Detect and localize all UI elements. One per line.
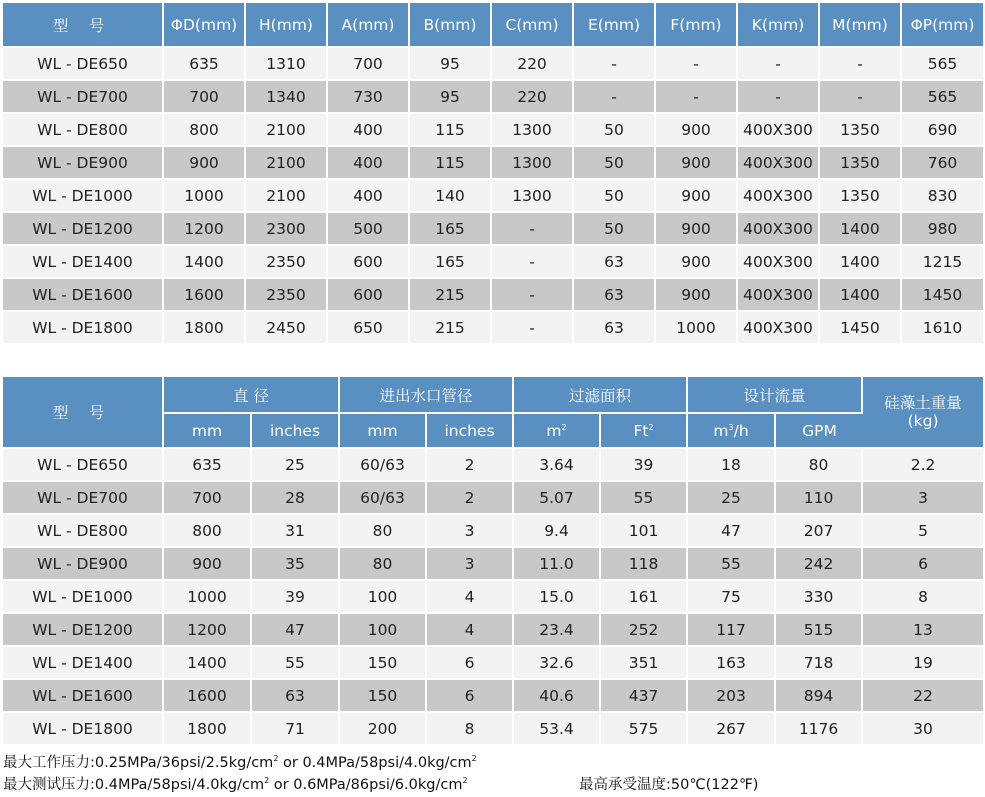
table-cell: 600 (328, 246, 410, 279)
table-cell: 150 (340, 680, 427, 713)
table-cell: 700 (328, 48, 410, 81)
table-cell: 220 (492, 81, 574, 114)
table-cell: 6 (863, 548, 983, 581)
model-cell: WL - DE1200 (3, 213, 164, 246)
max-temperature-note: 最高承受温度:50℃(122℉) (579, 777, 759, 793)
table-cell: 400 (328, 180, 410, 213)
table-cell: 165 (410, 246, 492, 279)
table-cell: - (492, 312, 574, 345)
table-cell: 252 (601, 614, 688, 647)
table-row (3, 581, 983, 614)
table-cell: 115 (410, 114, 492, 147)
max-test-pressure-sup-b: 2 (462, 776, 468, 786)
dimensions-header-row (3, 3, 983, 48)
table-cell: 207 (776, 515, 863, 548)
table-cell: - (820, 81, 902, 114)
table-cell: 760 (902, 147, 983, 180)
table-cell: 1176 (776, 713, 863, 746)
table-cell: - (738, 81, 820, 114)
table-cell: 400 (328, 114, 410, 147)
table-cell: 200 (340, 713, 427, 746)
table-cell: 700 (164, 482, 252, 515)
table-cell: 1400 (820, 213, 902, 246)
model-cell: WL - DE1200 (3, 614, 164, 647)
table-cell: 1400 (820, 279, 902, 312)
table-cell: 980 (902, 213, 983, 246)
max-working-pressure-sup-b: 2 (471, 754, 477, 764)
table-row (3, 515, 983, 548)
table-cell: 2100 (246, 114, 328, 147)
table-cell: 900 (164, 548, 252, 581)
table-cell: 575 (601, 713, 688, 746)
max-working-pressure-b: or 0.4MPa/58psi/4.0kg/cm (278, 755, 472, 771)
table-cell: 39 (252, 581, 340, 614)
table-cell: 13 (863, 614, 983, 647)
table-cell: 730 (328, 81, 410, 114)
table-cell: - (574, 81, 656, 114)
table-cell: 565 (902, 48, 983, 81)
model-cell: WL - DE1400 (3, 246, 164, 279)
table-cell: 28 (252, 482, 340, 515)
table-cell: 900 (164, 147, 246, 180)
de-weight-header (863, 377, 983, 449)
table-cell: 63 (574, 312, 656, 345)
table-cell: 6 (427, 647, 514, 680)
model-cell: WL - DE700 (3, 482, 164, 515)
table-cell: 1200 (164, 614, 252, 647)
table-cell: 19 (863, 647, 983, 680)
table-cell: 50 (574, 114, 656, 147)
table-cell: 8 (427, 713, 514, 746)
flow-m3h-sup: 3 (728, 422, 734, 432)
table-cell: 5 (863, 515, 983, 548)
table-row (3, 48, 983, 81)
table-cell: 150 (340, 647, 427, 680)
diameter-group-header: 直 径 (164, 377, 340, 414)
table-cell: 900 (656, 147, 738, 180)
table-cell: 47 (252, 614, 340, 647)
table-cell: 11.0 (514, 548, 601, 581)
table-cell: - (820, 48, 902, 81)
table-cell: 400X300 (738, 246, 820, 279)
table-cell: 100 (340, 581, 427, 614)
table-cell: 565 (902, 81, 983, 114)
model-cell: WL - DE700 (3, 81, 164, 114)
table-cell: 47 (688, 515, 776, 548)
table-cell: 1600 (164, 279, 246, 312)
dimensions-header-1: ΦD(mm) (164, 3, 246, 48)
table-cell: 140 (410, 180, 492, 213)
table-cell: 1340 (246, 81, 328, 114)
table-cell: 4 (427, 581, 514, 614)
table-cell: 1450 (902, 279, 983, 312)
table-cell: 900 (656, 180, 738, 213)
table-row (3, 482, 983, 515)
table-cell: 3 (427, 515, 514, 548)
table-cell: 1400 (164, 647, 252, 680)
table-cell: 1300 (492, 114, 574, 147)
table-cell: 330 (776, 581, 863, 614)
table-cell: 400 (328, 147, 410, 180)
table-cell: 165 (410, 213, 492, 246)
table-row (3, 680, 983, 713)
model-cell: WL - DE900 (3, 548, 164, 581)
table-cell: 32.6 (514, 647, 601, 680)
model-cell: WL - DE1600 (3, 279, 164, 312)
model-cell: WL - DE800 (3, 515, 164, 548)
de-weight-label: 硅藻土重量 (884, 394, 962, 412)
max-test-pressure-b: or 0.6MPa/86psi/6.0kg/cm (269, 777, 463, 793)
table-cell: 600 (328, 279, 410, 312)
table-cell: - (574, 48, 656, 81)
table-cell: 95 (410, 48, 492, 81)
table-row (3, 213, 983, 246)
table-row (3, 548, 983, 581)
table-cell: - (492, 246, 574, 279)
model-cell: WL - DE800 (3, 114, 164, 147)
table-cell: 5.07 (514, 482, 601, 515)
table-cell: 55 (601, 482, 688, 515)
table-cell: 117 (688, 614, 776, 647)
model-cell: WL - DE900 (3, 147, 164, 180)
table-cell: 31 (252, 515, 340, 548)
specification-notes (3, 752, 983, 796)
table-cell: 1600 (164, 680, 252, 713)
table-cell: 63 (574, 246, 656, 279)
table-cell: 215 (410, 312, 492, 345)
table-cell: 63 (252, 680, 340, 713)
table-cell: 3.64 (514, 449, 601, 482)
max-test-pressure-sup-a: 2 (264, 776, 270, 786)
performance-table-body (3, 449, 983, 746)
table-cell: 1300 (492, 180, 574, 213)
dimensions-header-0: 型 号 (3, 3, 164, 48)
table-cell: 50 (574, 147, 656, 180)
table-cell: 1350 (820, 114, 902, 147)
model-cell: WL - DE1400 (3, 647, 164, 680)
table-cell: 650 (328, 312, 410, 345)
table-cell: 3 (863, 482, 983, 515)
table-cell: 25 (252, 449, 340, 482)
table-row (3, 312, 983, 345)
table-row (3, 180, 983, 213)
table-cell: 900 (656, 114, 738, 147)
diameter-inches-header: inches (252, 414, 340, 449)
diameter-mm-header: mm (164, 414, 252, 449)
dimensions-header-2: H(mm) (246, 3, 328, 48)
flow-gpm-header: GPM (776, 414, 863, 449)
table-cell: 400X300 (738, 312, 820, 345)
table-row (3, 246, 983, 279)
model-header: 型 号 (3, 377, 164, 449)
table-cell: 22 (863, 680, 983, 713)
table-cell: 1310 (246, 48, 328, 81)
table-cell: 400X300 (738, 147, 820, 180)
dimensions-header-7: F(mm) (656, 3, 738, 48)
table-cell: 115 (410, 147, 492, 180)
table-cell: 3 (427, 548, 514, 581)
table-cell: 400X300 (738, 279, 820, 312)
table-cell: 2 (427, 482, 514, 515)
table-cell: 1800 (164, 713, 252, 746)
de-weight-unit: (kg) (907, 412, 939, 430)
table-cell: 30 (863, 713, 983, 746)
area-ft2-sup: 2 (648, 422, 654, 432)
table-cell: 220 (492, 48, 574, 81)
table-cell: 351 (601, 647, 688, 680)
table-cell: 25 (688, 482, 776, 515)
table-cell: 161 (601, 581, 688, 614)
table-cell: 2450 (246, 312, 328, 345)
table-row (3, 81, 983, 114)
table-cell: - (492, 213, 574, 246)
table-cell: 900 (656, 213, 738, 246)
table-cell: - (656, 81, 738, 114)
table-cell: 18 (688, 449, 776, 482)
table-cell: - (738, 48, 820, 81)
table-cell: 163 (688, 647, 776, 680)
table-cell: 60/63 (340, 449, 427, 482)
table-row (3, 279, 983, 312)
max-test-pressure-a: 最大测试压力:0.4MPa/58psi/4.0kg/cm (3, 777, 265, 793)
flow-m3h-tail: /h (733, 421, 749, 440)
table-cell: 1000 (164, 581, 252, 614)
dimensions-header-5: C(mm) (492, 3, 574, 48)
table-cell: 800 (164, 515, 252, 548)
table-cell: 55 (688, 548, 776, 581)
table-cell: 400X300 (738, 180, 820, 213)
table-cell: 894 (776, 680, 863, 713)
table-cell: 2 (427, 449, 514, 482)
table-cell: 800 (164, 114, 246, 147)
table-cell: 1350 (820, 147, 902, 180)
area-m2-sup: 2 (561, 422, 567, 432)
table-cell: 900 (656, 279, 738, 312)
table-cell: 50 (574, 180, 656, 213)
model-cell: WL - DE650 (3, 449, 164, 482)
table-cell: 39 (601, 449, 688, 482)
max-working-pressure-sup-a: 2 (273, 754, 279, 764)
table-cell: - (492, 279, 574, 312)
table-cell: 35 (252, 548, 340, 581)
table-cell: 9.4 (514, 515, 601, 548)
table-cell: 1000 (656, 312, 738, 345)
table-cell: 718 (776, 647, 863, 680)
table-cell: 75 (688, 581, 776, 614)
model-cell: WL - DE1800 (3, 713, 164, 746)
table-row (3, 147, 983, 180)
table-cell: 4 (427, 614, 514, 647)
performance-header-row-1 (3, 377, 983, 414)
table-cell: 110 (776, 482, 863, 515)
model-cell: WL - DE1800 (3, 312, 164, 345)
table-cell: 267 (688, 713, 776, 746)
flow-m3h-header (688, 414, 776, 449)
table-cell: 242 (776, 548, 863, 581)
dimensions-header-3: A(mm) (328, 3, 410, 48)
table-cell: 63 (574, 279, 656, 312)
dimensions-header-10: ΦP(mm) (902, 3, 983, 48)
table-cell: 53.4 (514, 713, 601, 746)
table-cell: 437 (601, 680, 688, 713)
table-cell: 1200 (164, 213, 246, 246)
area-m2-unit: m (546, 421, 562, 440)
area-ft2-unit: Ft (633, 421, 649, 440)
area-m2-header (514, 414, 601, 449)
table-cell: 830 (902, 180, 983, 213)
table-row (3, 614, 983, 647)
model-cell: WL - DE650 (3, 48, 164, 81)
table-cell: 2.2 (863, 449, 983, 482)
table-cell: 2350 (246, 246, 328, 279)
area-ft2-header (601, 414, 688, 449)
table-cell: 1450 (820, 312, 902, 345)
table-cell: 2300 (246, 213, 328, 246)
dimensions-table (3, 3, 983, 345)
table-cell: 80 (776, 449, 863, 482)
table-cell: - (656, 48, 738, 81)
table-cell: 1215 (902, 246, 983, 279)
table-cell: 203 (688, 680, 776, 713)
model-cell: WL - DE1000 (3, 581, 164, 614)
table-cell: 2350 (246, 279, 328, 312)
table-cell: 1350 (820, 180, 902, 213)
table-cell: 515 (776, 614, 863, 647)
table-cell: 635 (164, 48, 246, 81)
table-row (3, 114, 983, 147)
table-cell: 118 (601, 548, 688, 581)
table-cell: 101 (601, 515, 688, 548)
max-working-pressure-note (3, 752, 983, 774)
table-cell: 1300 (492, 147, 574, 180)
table-cell: 690 (902, 114, 983, 147)
table-cell: 8 (863, 581, 983, 614)
dimensions-table-body (3, 48, 983, 345)
table-cell: 215 (410, 279, 492, 312)
dimensions-header-6: E(mm) (574, 3, 656, 48)
table-cell: 635 (164, 449, 252, 482)
max-working-pressure-a: 最大工作压力:0.25MPa/36psi/2.5kg/cm (3, 755, 274, 771)
table-cell: 2100 (246, 180, 328, 213)
dimensions-header-8: K(mm) (738, 3, 820, 48)
dimensions-header-4: B(mm) (410, 3, 492, 48)
table-cell: 400X300 (738, 213, 820, 246)
table-cell: 23.4 (514, 614, 601, 647)
port-inches-header: inches (427, 414, 514, 449)
performance-table (3, 377, 983, 746)
table-cell: 1400 (164, 246, 246, 279)
model-cell: WL - DE1600 (3, 680, 164, 713)
flow-m3h-unit: m (713, 421, 729, 440)
flow-rate-group-header: 设计流量 (688, 377, 863, 414)
table-cell: 1610 (902, 312, 983, 345)
port-mm-header: mm (340, 414, 427, 449)
table-row (3, 713, 983, 746)
table-cell: 95 (410, 81, 492, 114)
table-cell: 700 (164, 81, 246, 114)
table-cell: 1800 (164, 312, 246, 345)
max-test-pressure-note (3, 774, 983, 796)
table-cell: 6 (427, 680, 514, 713)
table-cell: 900 (656, 246, 738, 279)
table-cell: 71 (252, 713, 340, 746)
table-cell: 50 (574, 213, 656, 246)
dimensions-header-9: M(mm) (820, 3, 902, 48)
table-cell: 1400 (820, 246, 902, 279)
table-cell: 400X300 (738, 114, 820, 147)
table-cell: 55 (252, 647, 340, 680)
table-cell: 100 (340, 614, 427, 647)
table-row (3, 647, 983, 680)
table-cell: 40.6 (514, 680, 601, 713)
table-cell: 2100 (246, 147, 328, 180)
table-cell: 1000 (164, 180, 246, 213)
table-cell: 15.0 (514, 581, 601, 614)
model-cell: WL - DE1000 (3, 180, 164, 213)
table-cell: 80 (340, 548, 427, 581)
table-cell: 80 (340, 515, 427, 548)
table-row (3, 449, 983, 482)
table-cell: 500 (328, 213, 410, 246)
table-cell: 60/63 (340, 482, 427, 515)
filter-area-group-header: 过滤面积 (514, 377, 688, 414)
inlet-outlet-group-header: 进出水口管径 (340, 377, 514, 414)
